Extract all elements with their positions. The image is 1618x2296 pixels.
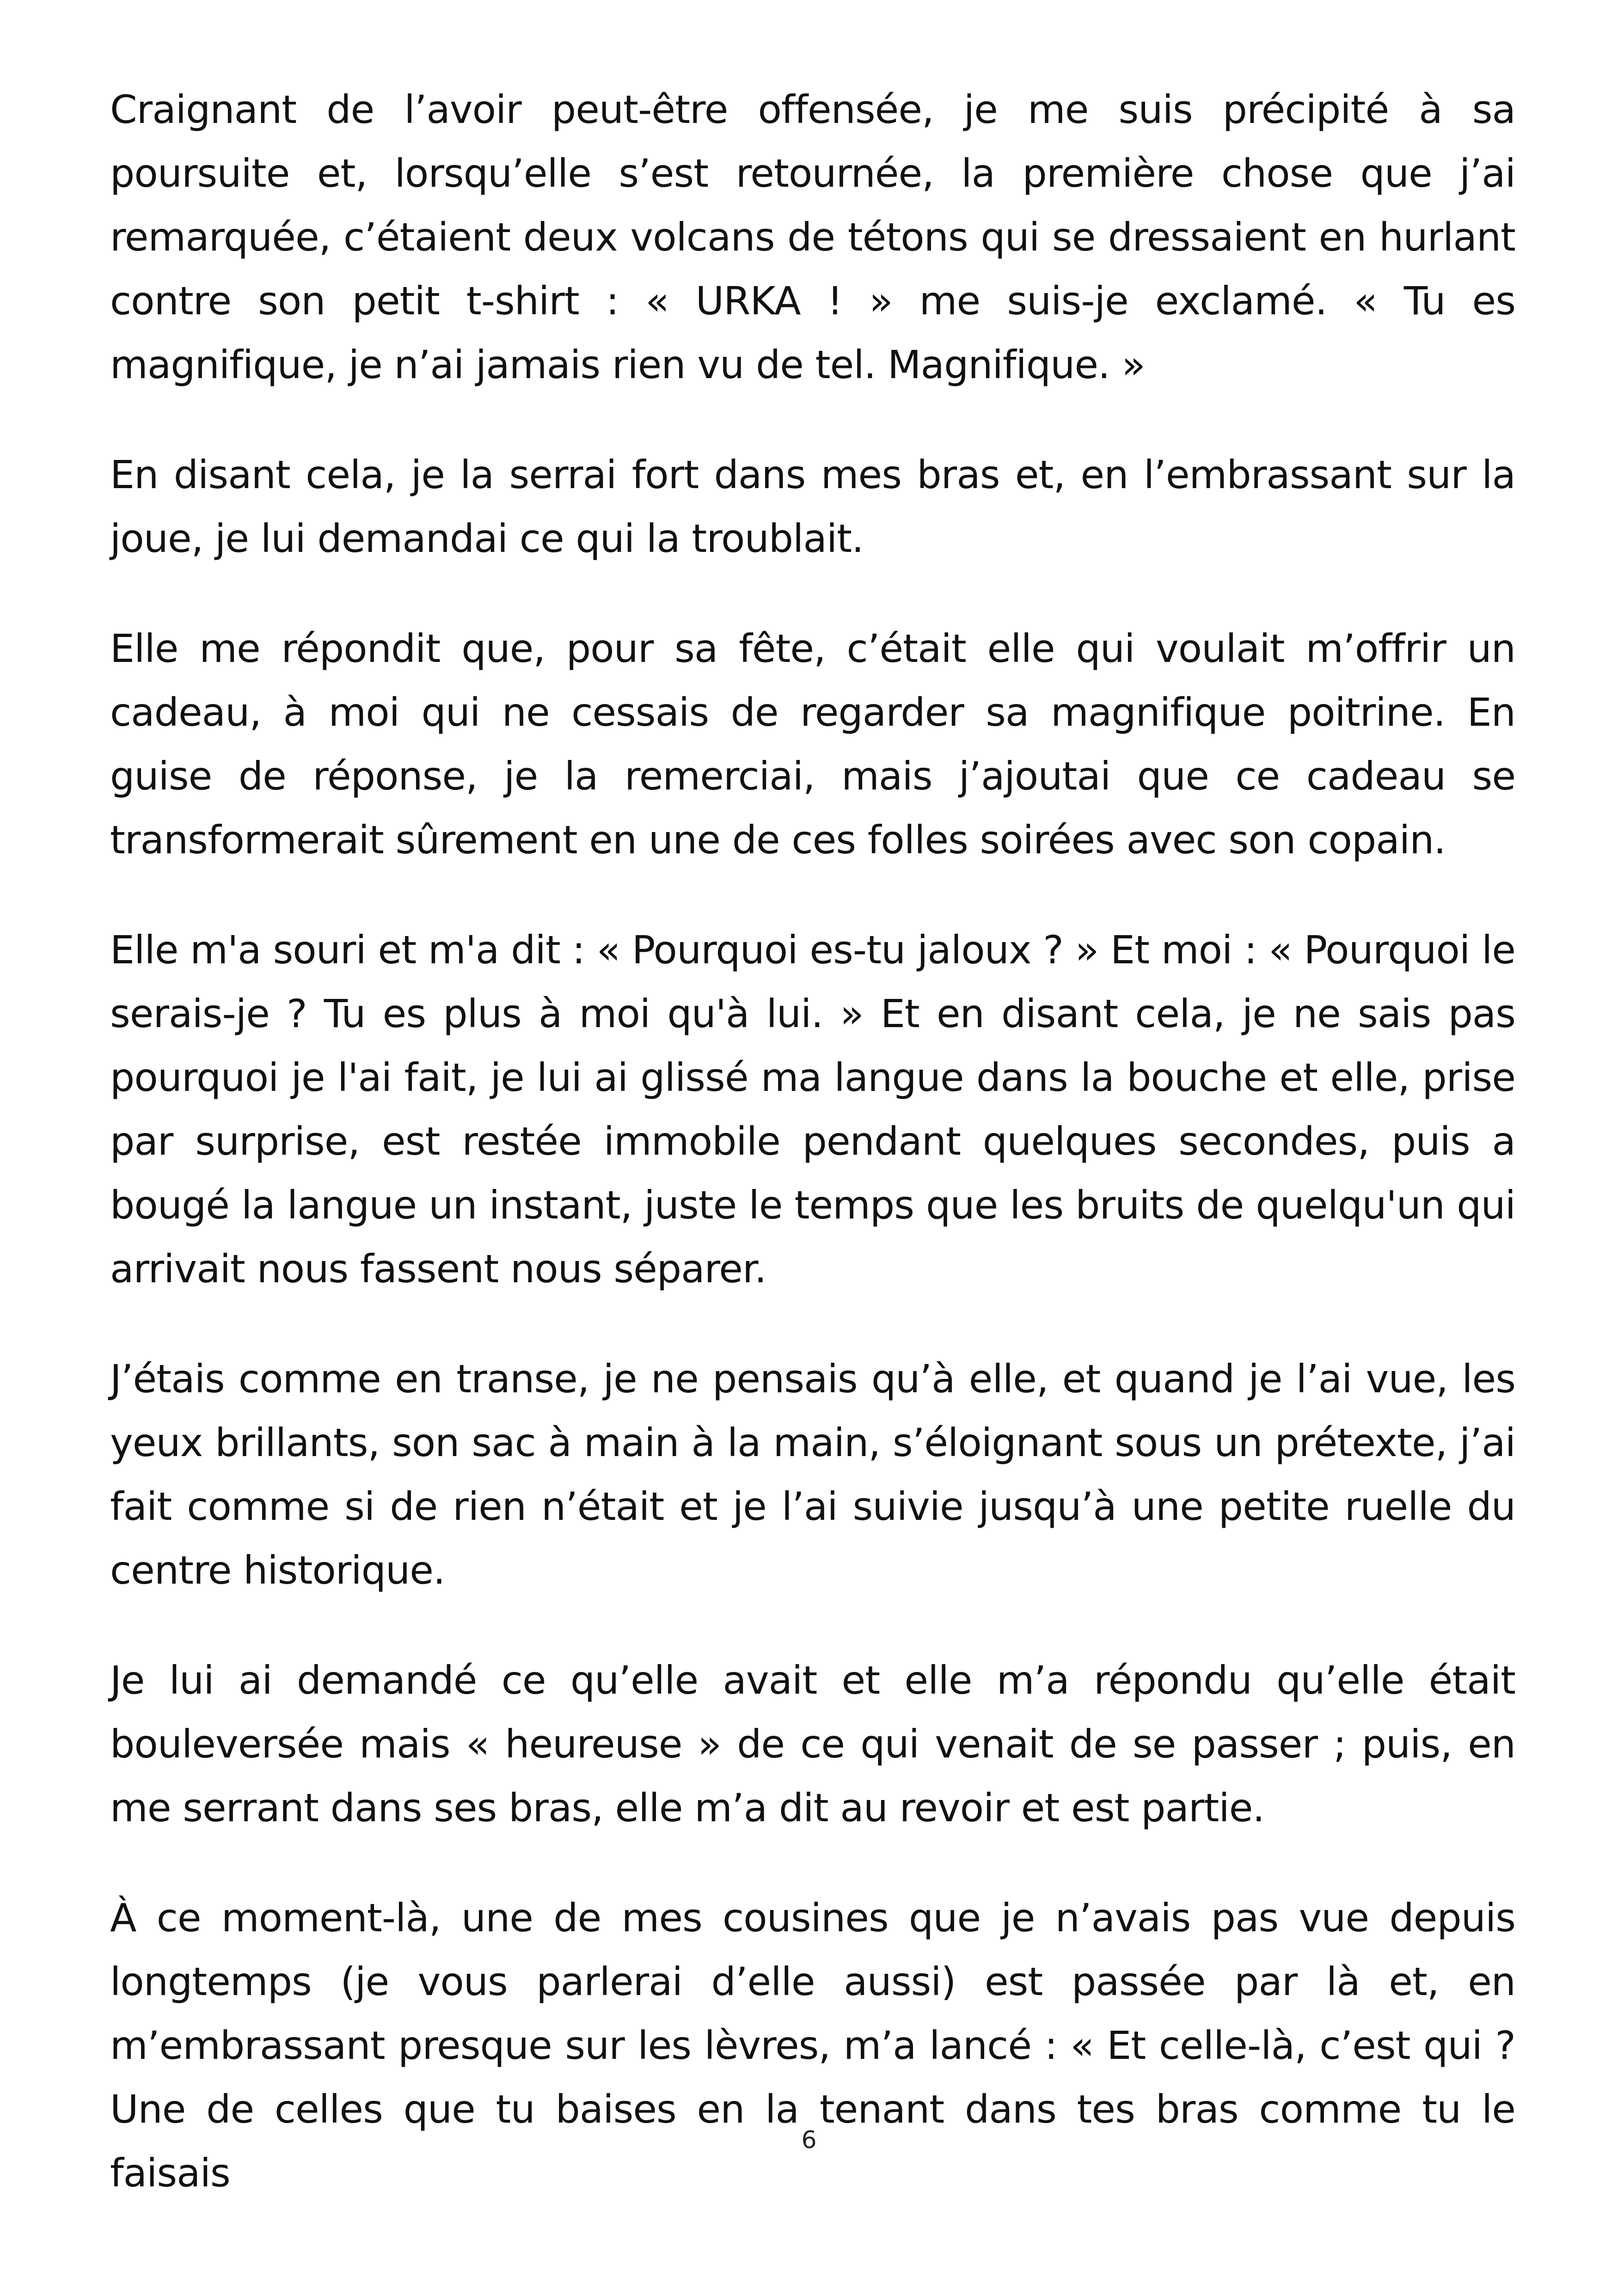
paragraph-6: Je lui ai demandé ce qu’elle avait et elle m’a répondu qu’elle était bouleversée mais « heureuse » de ce qui venait de se passer ; puis, en me serrant dans ses bras, elle m’a dit au revoir et est partie.: [110, 1658, 1515, 1831]
paragraph-5: J’étais comme en transe, je ne pensais qu’à elle, et quand je l’ai vue, les yeux brillants, son sac à main à la main, s’éloignant sous un prétexte, j’ai fait comme si de rien n’était et je l’ai suivie jusqu’à une petite ruelle du centre historique.: [110, 1356, 1515, 1593]
paragraph-3: Elle me répondit que, pour sa fête, c’était elle qui voulait m’offrir un cadeau, à moi qui ne cessais de regarder sa magnifique poitrine. En guise de réponse, je la remerciai, mais j’ajoutai que ce cadeau se transformerait sûrement en une de ces folles soirées avec son copain.: [110, 626, 1515, 863]
page-number: 6: [801, 2126, 817, 2154]
paragraph-4: Elle m'a souri et m'a dit : « Pourquoi es-tu jaloux ? » Et moi : « Pourquoi le serais-je ? Tu es plus à moi qu'à lui. » Et en disant cela, je ne sais pas pourquoi je l'ai fait, je lui ai glissé ma langue dans la bouche et elle, prise par surprise, est restée immobile pendant quelques secondes, puis a bougé la langue un instant, juste le temps que les bruits de quelqu'un qui arrivait nous fassent nous séparer.: [110, 927, 1515, 1292]
paragraph-1: Craignant de l’avoir peut-être offensée, je me suis précipité à sa poursuite et, lorsqu’elle s’est retournée, la première chose que j’ai remarquée, c’étaient deux volcans de tétons qui se dressaient en hurlant contre son petit t-shirt : « URKA ! » me suis-je exclamé. « Tu es magnifique, je n’ai jamais rien vu de tel. Magnifique. »: [110, 87, 1515, 387]
paragraph-7: À ce moment-là, une de mes cousines que je n’avais pas vue depuis longtemps (je vous parlerai d’elle aussi) est passée par là et, en m’embrassant presque sur les lèvres, m’a lancé : « Et celle-là, c’est qui ? Une de celles que tu baises en la tenant dans tes bras comme tu le faisais: [110, 1895, 1515, 2196]
paragraph-2: En disant cela, je la serrai fort dans mes bras et, en l’embrassant sur la joue, je lui demandai ce qui la troublait.: [110, 452, 1515, 561]
body-text: [110, 78, 1515, 2205]
